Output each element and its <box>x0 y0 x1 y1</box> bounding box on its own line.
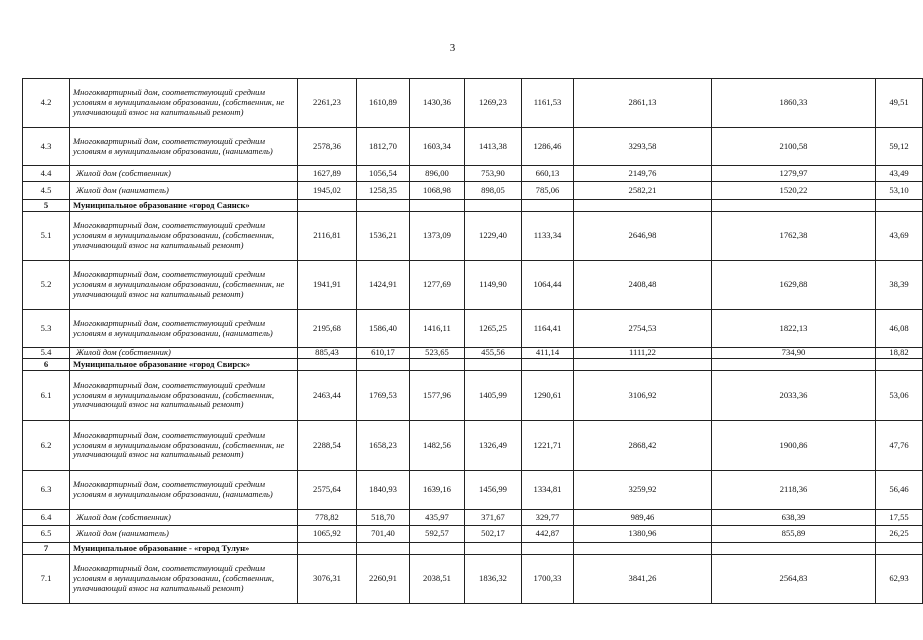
row-number: 5.4 <box>23 348 70 359</box>
page-number: 3 <box>449 42 456 54</box>
value-col-6: 3293,58 <box>574 128 712 166</box>
row-description: Многоквартирный дом, соответствующий средним условиям в муниципальном образовании, (наниматель) <box>70 471 298 510</box>
value-col-6: 3106,92 <box>574 371 712 421</box>
value-col-1: 885,43 <box>298 348 357 359</box>
value-col-4: 1413,38 <box>465 128 522 166</box>
value-col-3: 1482,56 <box>410 421 465 471</box>
table-row <box>23 510 923 526</box>
value-col-5: 1286,46 <box>522 128 574 166</box>
value-col-1: 3076,31 <box>298 555 357 604</box>
value-col-7: 1629,88 <box>712 261 876 310</box>
value-col-4: 1405,99 <box>465 371 522 421</box>
value-col-1: 2463,44 <box>298 371 357 421</box>
value-col-3: 1639,16 <box>410 471 465 510</box>
row-description: Жилой дом (наниматель) <box>70 526 298 543</box>
value-col-5: 1133,34 <box>522 212 574 261</box>
value-col-3: 592,57 <box>410 526 465 543</box>
table-row <box>23 310 923 348</box>
value-col-5: 1164,41 <box>522 310 574 348</box>
value-col-5: 329,77 <box>522 510 574 526</box>
value-col-8: 43,49 <box>876 166 923 182</box>
table-row <box>23 261 923 310</box>
row-number: 4.3 <box>23 128 70 166</box>
value-col-7: 1520,22 <box>712 182 876 200</box>
value-col-5: 1334,81 <box>522 471 574 510</box>
value-col-3: 1277,69 <box>410 261 465 310</box>
value-col-3: 1068,98 <box>410 182 465 200</box>
table-row <box>23 212 923 261</box>
value-col-1: 2578,36 <box>298 128 357 166</box>
value-col-1: 1065,92 <box>298 526 357 543</box>
table-row <box>23 371 923 421</box>
value-col-2: 610,17 <box>357 348 410 359</box>
value-col-4: 1326,49 <box>465 421 522 471</box>
row-number: 6.1 <box>23 371 70 421</box>
empty-cell <box>357 543 410 555</box>
section-title: Муниципальное образование «город Саянск» <box>70 200 298 212</box>
value-col-4: 502,17 <box>465 526 522 543</box>
value-col-3: 523,65 <box>410 348 465 359</box>
value-col-6: 2149,76 <box>574 166 712 182</box>
row-description: Жилой дом (наниматель) <box>70 182 298 200</box>
row-description: Жилой дом (собственник) <box>70 510 298 526</box>
empty-cell <box>522 200 574 212</box>
value-col-6: 1111,22 <box>574 348 712 359</box>
row-number: 6.3 <box>23 471 70 510</box>
value-col-5: 660,13 <box>522 166 574 182</box>
value-col-2: 1610,89 <box>357 79 410 128</box>
value-col-8: 59,12 <box>876 128 923 166</box>
table-row <box>23 128 923 166</box>
value-col-4: 1456,99 <box>465 471 522 510</box>
value-col-7: 2033,36 <box>712 371 876 421</box>
value-col-5: 1064,44 <box>522 261 574 310</box>
empty-cell <box>410 543 465 555</box>
table-row <box>23 166 923 182</box>
value-col-8: 47,76 <box>876 421 923 471</box>
value-col-1: 1941,91 <box>298 261 357 310</box>
value-col-5: 1290,61 <box>522 371 574 421</box>
row-number: 6.2 <box>23 421 70 471</box>
value-col-3: 1603,34 <box>410 128 465 166</box>
value-col-3: 896,00 <box>410 166 465 182</box>
value-col-7: 1900,86 <box>712 421 876 471</box>
value-col-5: 442,87 <box>522 526 574 543</box>
empty-cell <box>522 543 574 555</box>
value-col-4: 1149,90 <box>465 261 522 310</box>
value-col-8: 26,25 <box>876 526 923 543</box>
value-col-3: 1373,09 <box>410 212 465 261</box>
value-col-7: 1822,13 <box>712 310 876 348</box>
value-col-3: 435,97 <box>410 510 465 526</box>
value-col-8: 53,10 <box>876 182 923 200</box>
table-row <box>23 471 923 510</box>
row-number: 4.2 <box>23 79 70 128</box>
empty-cell <box>410 200 465 212</box>
value-col-7: 1860,33 <box>712 79 876 128</box>
value-col-4: 1836,32 <box>465 555 522 604</box>
value-col-2: 1840,93 <box>357 471 410 510</box>
table-row <box>23 182 923 200</box>
value-col-7: 734,90 <box>712 348 876 359</box>
row-number: 5.2 <box>23 261 70 310</box>
value-col-5: 1700,33 <box>522 555 574 604</box>
row-description: Многоквартирный дом, соответствующий средним условиям в муниципальном образовании, (собственник, уплачивающий взнос на капитальный ремонт) <box>70 555 298 604</box>
row-number: 7.1 <box>23 555 70 604</box>
value-col-7: 855,89 <box>712 526 876 543</box>
empty-cell <box>410 359 465 371</box>
row-number: 4.5 <box>23 182 70 200</box>
value-col-7: 1762,38 <box>712 212 876 261</box>
value-col-2: 1056,54 <box>357 166 410 182</box>
row-description: Жилой дом (собственник) <box>70 348 298 359</box>
value-col-4: 455,56 <box>465 348 522 359</box>
value-col-6: 2582,21 <box>574 182 712 200</box>
section-row <box>23 359 923 371</box>
value-col-8: 53,06 <box>876 371 923 421</box>
value-col-1: 2288,54 <box>298 421 357 471</box>
value-col-7: 1279,97 <box>712 166 876 182</box>
empty-cell <box>876 359 923 371</box>
value-col-1: 2116,81 <box>298 212 357 261</box>
section-row <box>23 543 923 555</box>
row-description: Многоквартирный дом, соответствующий средним условиям в муниципальном образовании, (собственник, уплачивающий взнос на капитальный ремонт) <box>70 212 298 261</box>
section-number: 7 <box>23 543 70 555</box>
empty-cell <box>298 359 357 371</box>
row-number: 4.4 <box>23 166 70 182</box>
value-col-1: 1945,02 <box>298 182 357 200</box>
value-col-2: 1586,40 <box>357 310 410 348</box>
row-number: 5.1 <box>23 212 70 261</box>
section-number: 6 <box>23 359 70 371</box>
empty-cell <box>876 200 923 212</box>
row-description: Многоквартирный дом, соответствующий средним условиям в муниципальном образовании, (наниматель) <box>70 310 298 348</box>
value-col-6: 2754,53 <box>574 310 712 348</box>
empty-cell <box>574 543 712 555</box>
value-col-7: 2100,58 <box>712 128 876 166</box>
value-col-5: 1161,53 <box>522 79 574 128</box>
value-col-8: 18,82 <box>876 348 923 359</box>
value-col-5: 785,06 <box>522 182 574 200</box>
value-col-3: 1416,11 <box>410 310 465 348</box>
value-col-5: 411,14 <box>522 348 574 359</box>
value-col-4: 753,90 <box>465 166 522 182</box>
empty-cell <box>298 200 357 212</box>
empty-cell <box>465 543 522 555</box>
value-col-3: 1430,36 <box>410 79 465 128</box>
section-title: Муниципальное образование - «город Тулун» <box>70 543 298 555</box>
table-row <box>23 526 923 543</box>
row-description: Многоквартирный дом, соответствующий средним условиям в муниципальном образовании, (собственник, не уплачивающий взнос на капитальный ремонт) <box>70 261 298 310</box>
value-col-1: 2575,64 <box>298 471 357 510</box>
row-description: Жилой дом (собственник) <box>70 166 298 182</box>
empty-cell <box>712 200 876 212</box>
value-col-7: 2118,36 <box>712 471 876 510</box>
value-col-6: 2408,48 <box>574 261 712 310</box>
row-number: 6.4 <box>23 510 70 526</box>
value-col-6: 3259,92 <box>574 471 712 510</box>
value-col-1: 1627,89 <box>298 166 357 182</box>
tariff-table <box>22 78 923 604</box>
value-col-8: 17,55 <box>876 510 923 526</box>
empty-cell <box>876 543 923 555</box>
value-col-8: 49,51 <box>876 79 923 128</box>
value-col-8: 56,46 <box>876 471 923 510</box>
value-col-3: 2038,51 <box>410 555 465 604</box>
row-description: Многоквартирный дом, соответствующий средним условиям в муниципальном образовании, (собственник, не уплачивающий взнос на капитальный ремонт) <box>70 421 298 471</box>
row-number: 5.3 <box>23 310 70 348</box>
value-col-8: 46,08 <box>876 310 923 348</box>
value-col-8: 62,93 <box>876 555 923 604</box>
value-col-6: 3841,26 <box>574 555 712 604</box>
table-row <box>23 555 923 604</box>
value-col-6: 1380,96 <box>574 526 712 543</box>
value-col-1: 778,82 <box>298 510 357 526</box>
value-col-1: 2261,23 <box>298 79 357 128</box>
empty-cell <box>712 359 876 371</box>
value-col-2: 1536,21 <box>357 212 410 261</box>
empty-cell <box>298 543 357 555</box>
value-col-1: 2195,68 <box>298 310 357 348</box>
empty-cell <box>574 200 712 212</box>
value-col-2: 1812,70 <box>357 128 410 166</box>
value-col-4: 1229,40 <box>465 212 522 261</box>
value-col-5: 1221,71 <box>522 421 574 471</box>
row-number: 6.5 <box>23 526 70 543</box>
value-col-6: 2646,98 <box>574 212 712 261</box>
row-description: Многоквартирный дом, соответствующий средним условиям в муниципальном образовании, (собственник, уплачивающий взнос на капитальный ремонт) <box>70 371 298 421</box>
value-col-2: 2260,91 <box>357 555 410 604</box>
value-col-2: 1424,91 <box>357 261 410 310</box>
empty-cell <box>465 359 522 371</box>
table-row <box>23 421 923 471</box>
value-col-7: 638,39 <box>712 510 876 526</box>
section-row <box>23 200 923 212</box>
empty-cell <box>522 359 574 371</box>
value-col-4: 898,05 <box>465 182 522 200</box>
value-col-7: 2564,83 <box>712 555 876 604</box>
row-description: Многоквартирный дом, соответствующий средним условиям в муниципальном образовании, (собственник, не уплачивающий взнос на капитальный ремонт) <box>70 79 298 128</box>
empty-cell <box>357 359 410 371</box>
value-col-4: 1269,23 <box>465 79 522 128</box>
empty-cell <box>465 200 522 212</box>
value-col-2: 1769,53 <box>357 371 410 421</box>
empty-cell <box>357 200 410 212</box>
value-col-2: 701,40 <box>357 526 410 543</box>
value-col-4: 371,67 <box>465 510 522 526</box>
value-col-6: 989,46 <box>574 510 712 526</box>
section-title: Муниципальное образование «город Свирск» <box>70 359 298 371</box>
empty-cell <box>712 543 876 555</box>
empty-cell <box>574 359 712 371</box>
table-row <box>23 79 923 128</box>
value-col-2: 1658,23 <box>357 421 410 471</box>
value-col-6: 2868,42 <box>574 421 712 471</box>
table-row <box>23 348 923 359</box>
section-number: 5 <box>23 200 70 212</box>
value-col-8: 43,69 <box>876 212 923 261</box>
value-col-6: 2861,13 <box>574 79 712 128</box>
value-col-2: 518,70 <box>357 510 410 526</box>
row-description: Многоквартирный дом, соответствующий средним условиям в муниципальном образовании, (наниматель) <box>70 128 298 166</box>
value-col-2: 1258,35 <box>357 182 410 200</box>
value-col-4: 1265,25 <box>465 310 522 348</box>
value-col-8: 38,39 <box>876 261 923 310</box>
table-body <box>23 79 923 604</box>
value-col-3: 1577,96 <box>410 371 465 421</box>
